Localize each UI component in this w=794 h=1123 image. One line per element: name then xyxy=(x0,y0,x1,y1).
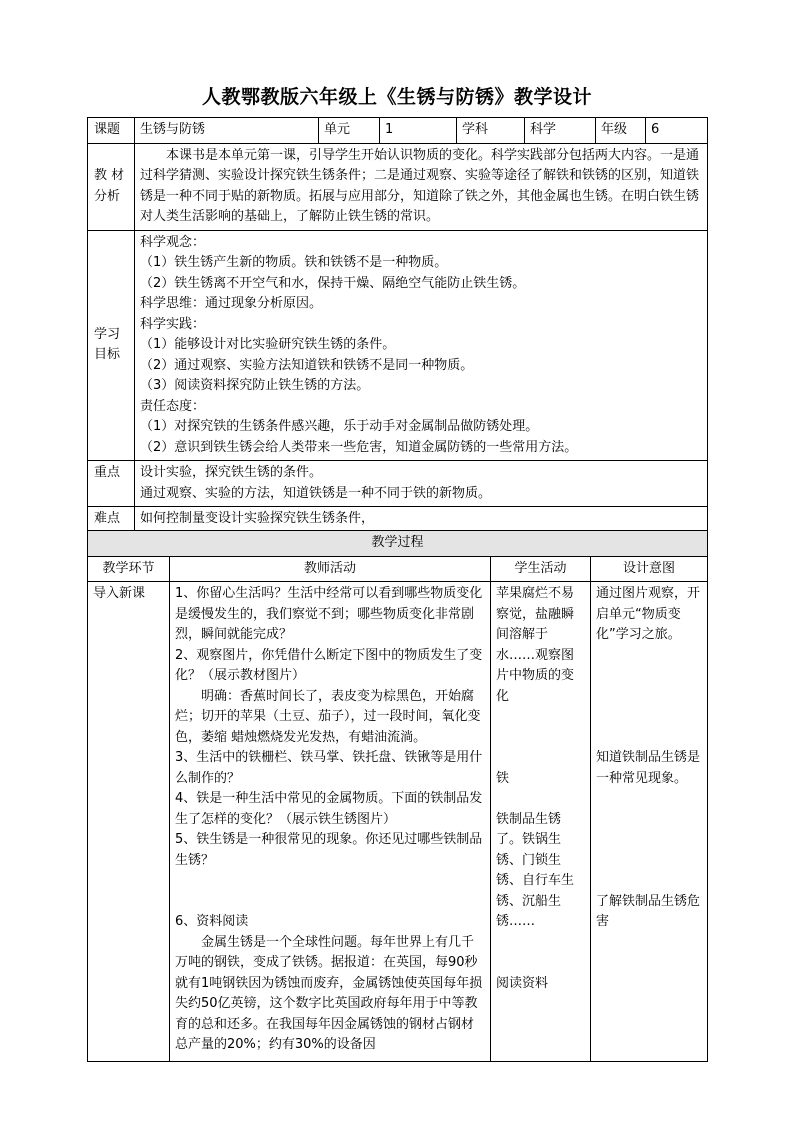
textbook-analysis-text xyxy=(135,143,708,230)
objective-line: （1）铁生锈产生新的物质。铁和铁锈不是一种物质。 xyxy=(140,255,448,270)
learning-objectives-label-line1: 学习 xyxy=(94,326,121,342)
textbook-analysis-label-line2: 分析 xyxy=(94,188,121,204)
grade-value: 6 xyxy=(646,118,708,144)
topic-label: 课题 xyxy=(88,118,135,144)
teacher-reading-text: 金属生锈是一个全球性问题。每年世界上有几千万吨的钢铁，变成了铁锈。据报道：在英国，每90秒就有1吨钢铁因为锈蚀而废弃，金属锈蚀使英国每年损失约50亿英镑，这个数字比英国政府每年用于中等教育的总和还多。在我国每年因金属锈蚀的钢材占钢材总产量的20%；约有30%的设备因 xyxy=(175,934,483,1052)
subject-label: 学科 xyxy=(457,118,525,144)
difficulty-text: 如何控制量变设计实验探究铁生锈条件， xyxy=(135,507,708,533)
grade-label: 年级 xyxy=(596,118,646,144)
column-header-student: 学生活动 xyxy=(491,556,591,582)
subject-value: 科学 xyxy=(525,118,596,144)
student-activity-3: 铁 xyxy=(496,770,510,786)
teaching-process-heading: 教学过程 xyxy=(88,531,708,557)
lesson-info-table xyxy=(87,117,708,533)
teacher-question-1: 1、你留心生活吗？生活中经常可以看到哪些物质变化是缓慢发生的，我们察觉不到；哪些物质变化非常剧烈，瞬间就能完成？ xyxy=(175,586,483,642)
difficulty-label: 难点 xyxy=(88,507,135,533)
objective-line: 科学实践： xyxy=(140,316,206,332)
key-point-line: 设计实验，探究铁生锈的条件。 xyxy=(140,465,323,480)
teaching-process-table xyxy=(87,530,708,1062)
student-activity-4: 铁制品生锈了。铁锅生锈、门锁生锈、自行车生锈、沉船生锈…… xyxy=(496,811,575,929)
learning-objectives-label xyxy=(88,230,135,461)
student-activity-cell xyxy=(491,582,591,1062)
key-point-line: 通过观察、实验的方法，知道铁锈是一种不同于铁的新物质。 xyxy=(140,485,492,501)
stage-cell: 导入新课 xyxy=(88,582,170,1062)
key-points-label: 重点 xyxy=(88,461,135,507)
learning-objectives-text xyxy=(135,230,708,461)
teacher-question-2: 2、观察图片，你凭借什么断定下图中的物质发生了变化？（展示教材图片） xyxy=(175,647,483,683)
teacher-explanation: 明确：香蕉时间长了，表皮变为棕黑色，开始腐烂；切开的苹果（土豆、茄子），过一段时间，氧化变色，萎缩 蜡烛燃烧发光发热，有蜡油流淌。 xyxy=(175,688,481,745)
learning-objectives-label-line2: 目标 xyxy=(94,347,121,363)
teacher-reading-heading: 6、资料阅读 xyxy=(175,914,249,929)
objective-line: 责任态度： xyxy=(140,398,206,414)
objective-line: （2）意识到铁生锈会给人类带来一些危害，知道金属防锈的一些常用方法。 xyxy=(140,439,578,455)
topic-value: 生锈与防锈 xyxy=(135,118,319,144)
objective-line: （2）通过观察、实验方法知道铁和铁锈不是同一种物质。 xyxy=(140,357,474,373)
student-activity-6: 阅读资料 xyxy=(496,975,549,991)
objective-line: （1）对探究铁的生锈条件感兴趣，乐于动手对金属制品做防锈处理。 xyxy=(140,419,539,434)
objective-line: （3）阅读资料探究防止铁生锈的方法。 xyxy=(140,378,370,393)
objective-line: （2）铁生锈离不开空气和水，保持干燥、隔绝空气能防止铁生锈。 xyxy=(140,275,526,291)
design-intent-1: 通过图片观察，开启单元“物质变化”学习之旅。 xyxy=(596,586,701,642)
objective-line: 科学思维：通过现象分析原因。 xyxy=(140,296,323,311)
column-header-intent: 设计意图 xyxy=(591,556,708,582)
student-activity-1: 苹果腐烂不易察觉，盐融瞬间溶解于水……观察图片中物质的变化 xyxy=(496,586,575,704)
unit-value: 1 xyxy=(380,118,457,144)
design-intent-6: 了解铁制品生锈危害 xyxy=(596,893,701,929)
teacher-activity-cell xyxy=(170,582,491,1062)
column-header-stage: 教学环节 xyxy=(88,556,170,582)
textbook-analysis-label xyxy=(88,143,135,230)
objective-line: （1）能够设计对比实验研究铁生锈的条件。 xyxy=(140,337,396,352)
teacher-question-3: 3、生活中的铁栅栏、铁马掌、铁托盘、铁锹等是用什么制作的？ xyxy=(175,750,483,786)
textbook-analysis-paragraph: 本课书是本单元第一课，引导学生开始认识物质的变化。科学实践部分包括两大内容。一是通过科学猜测、实验设计探究铁生锈条件；二是通过观察、实验等途径了解铁和铁锈的区别，知道铁锈是一种不同于贴的新物质。拓展与应用部分，知道除了铁之外，其他金属也生锈。在明白铁生锈对人类生活影响的基础上，了解防止铁生锈的常识。 xyxy=(140,147,700,224)
key-points-text xyxy=(135,461,708,507)
unit-label: 单元 xyxy=(319,118,380,144)
column-header-teacher: 教师活动 xyxy=(170,556,491,582)
document-title: 人教鄂教版六年级上《生锈与防锈》教学设计 xyxy=(201,86,592,108)
design-intent-4: 知道铁制品生锈是一种常见现象。 xyxy=(596,750,701,786)
teacher-question-5: 5、铁生锈是一种很常见的现象。你还见过哪些铁制品生锈？ xyxy=(175,832,483,868)
objective-line: 科学观念： xyxy=(140,234,206,250)
design-intent-cell xyxy=(591,582,708,1062)
teacher-question-4: 4、铁是一种生活中常见的金属物质。下面的铁制品发生了怎样的变化？（展示铁生锈图片） xyxy=(175,791,483,827)
textbook-analysis-label-line1: 教 材 xyxy=(94,168,125,183)
